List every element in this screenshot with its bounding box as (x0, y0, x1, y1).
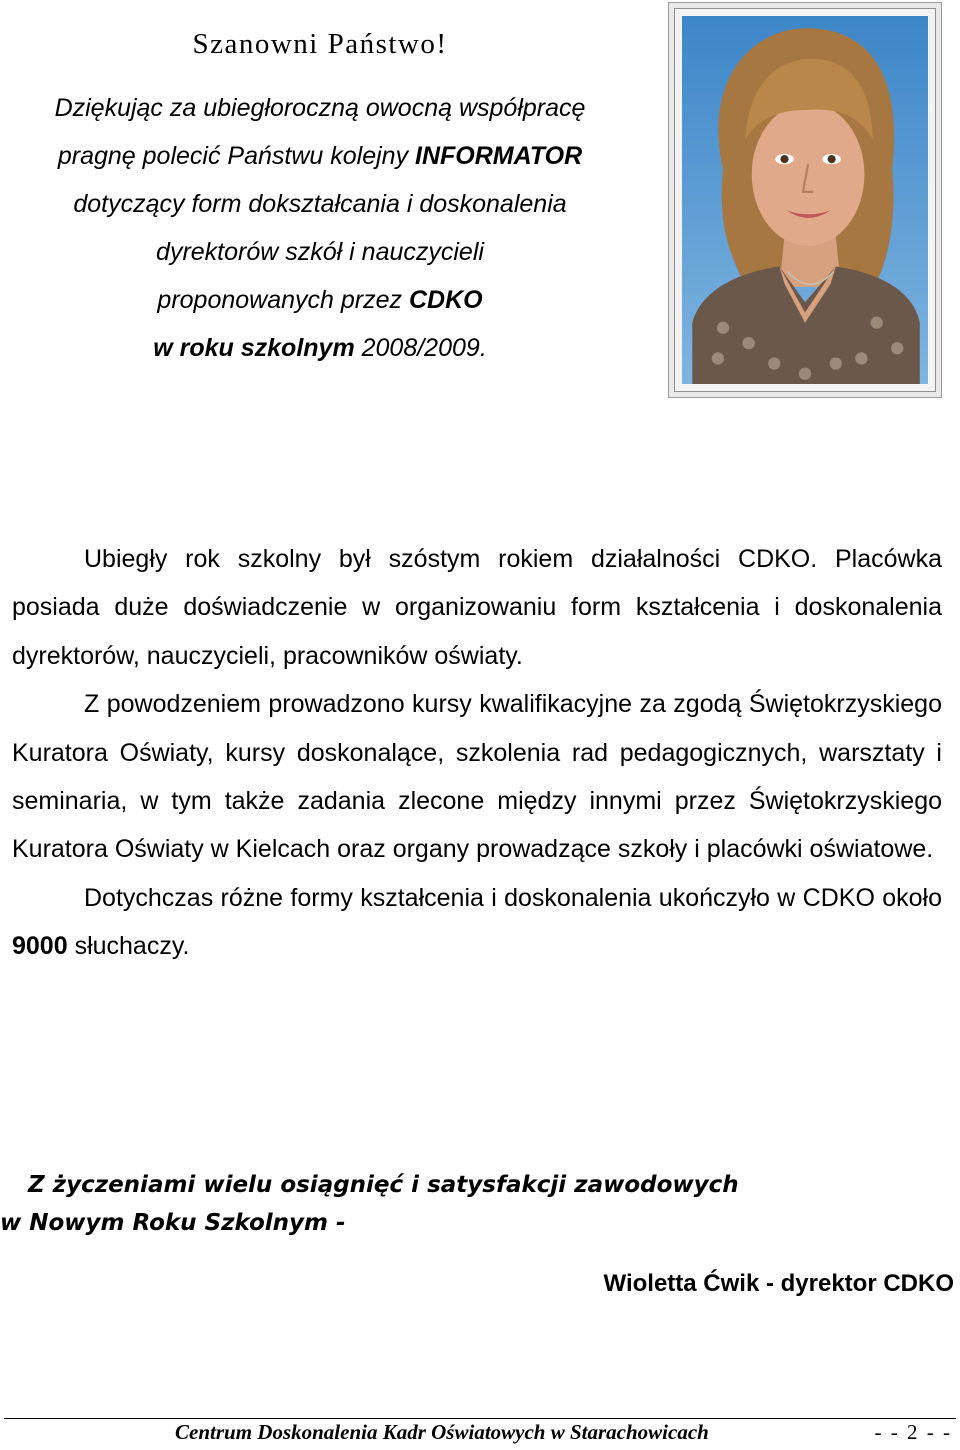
portrait-photo-frame (668, 2, 942, 398)
intro-line: dyrektorów szkół i nauczycieli (156, 238, 484, 266)
footer-divider (4, 1418, 956, 1419)
paragraph: Dotychczas różne formy kształcenia i doskonalenia ukończyło w CDKO około 9000 słuchaczy. (12, 883, 942, 961)
paragraph: Ubiegły rok szkolny był szóstym rokiem działalności CDKO. Placówka posiada duże doświadczenie w organizowaniu form kształcenia i doskonalenia dyrektorów, nauczycieli, pracowników oświaty. (12, 545, 942, 670)
salutation-heading: Szanowni Państwo! (192, 28, 448, 60)
footer-organization: Centrum Doskonalenia Kadr Oświatowych w Starachowicach (175, 1420, 709, 1444)
signature: Wioletta Ćwik - dyrektor CDKO (603, 1270, 954, 1297)
portrait-photo (674, 8, 936, 392)
intro-line: w roku szkolnym 2008/2009. (153, 334, 487, 362)
intro-text (0, 84, 640, 372)
paragraph: Z powodzeniem prowadzono kursy kwalifikacyjne za zgodą Świętokrzyskiego Kuratora Oświaty, kursy doskonalące, szkolenia rad pedagogicznych, warsztaty i seminaria, w tym także zadania zlecone między innymi przez Świętokrzyskiego Kuratora Oświaty w Kielcach oraz organy prowadzące szkoły i placówki oświatowe. (12, 690, 942, 864)
closing-line: w Nowym Roku Szkolnym - (0, 1210, 346, 1236)
intro-line: proponowanych przez CDKO (157, 286, 483, 314)
intro-line: dotyczący form dokształcania i doskonalenia (73, 190, 567, 218)
closing-wishes (0, 1166, 800, 1242)
intro-line: Dziękując za ubiegłoroczną owocną współpracę (54, 94, 586, 122)
portrait-image (682, 16, 928, 384)
intro-line: pragnę polecić Państwu kolejny INFORMATOR (57, 142, 583, 170)
page-number: - - 2 - - (874, 1420, 952, 1444)
main-body-text (12, 535, 942, 971)
closing-line: Z życzeniami wielu osiągnięć i satysfakcji zawodowych (28, 1172, 739, 1198)
